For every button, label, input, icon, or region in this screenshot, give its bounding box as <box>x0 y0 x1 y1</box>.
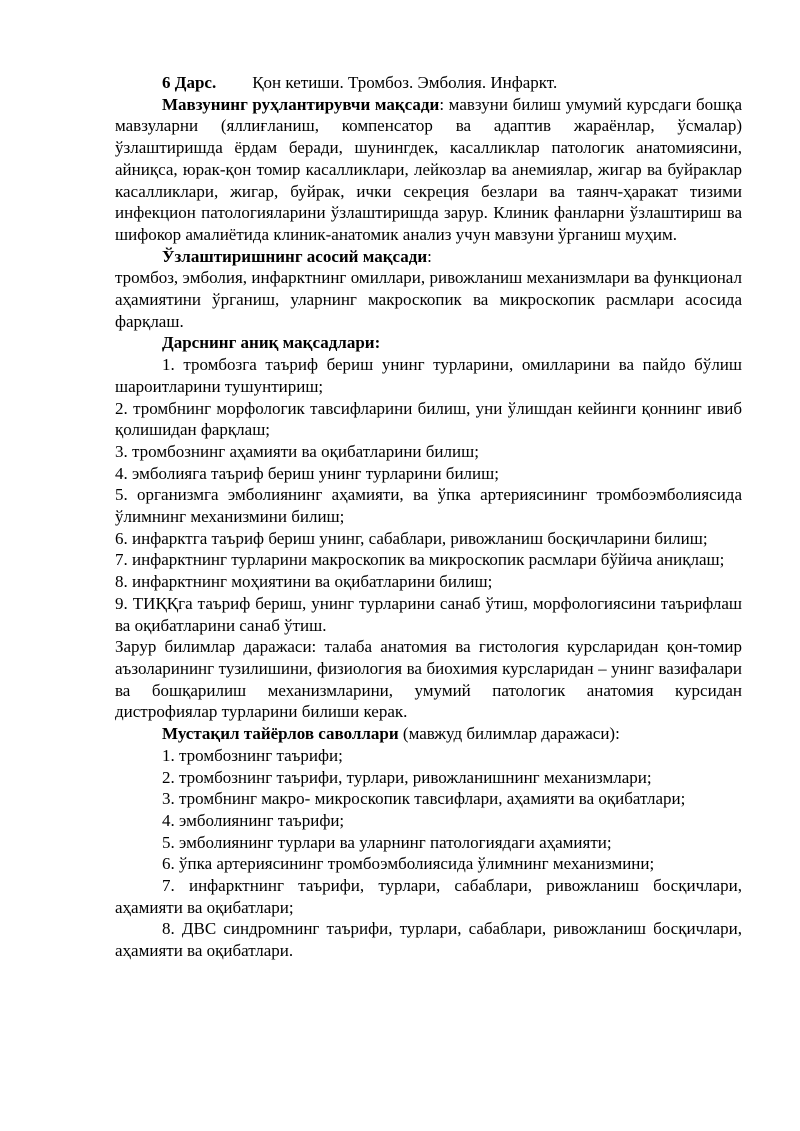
lesson-number: 6 Дарс. <box>162 73 217 92</box>
motivation-paragraph <box>115 94 742 246</box>
objective-item: 2. тромбнинг морфологик тавсифларини билиш, уни ўлишдан кейинги қоннинг ивиб қолишидан фарқлаш; <box>115 398 742 440</box>
objective-item: 4. эмболияга таъриф бериш унинг турларини билиш; <box>115 463 499 483</box>
lesson-topic: Қон кетиши. Тромбоз. Эмболия. Инфаркт. <box>252 73 558 92</box>
self-prep-heading-line <box>115 723 742 745</box>
objectives-heading: Дарснинг аниқ мақсадлари: <box>162 333 381 353</box>
objective-item: 1. тромбозга таъриф бериш унинг турларини, омилларини ва пайдо бўлиш шароитларини тушунтириш; <box>115 355 742 396</box>
main-goal-heading-line: Ўзлаштиришнинг асосий мақсади: <box>162 246 432 266</box>
self-prep-item: 6. ўпка артериясининг тромбоэмболиясида ўлимнинг механизмини; <box>162 854 655 874</box>
main-goal-heading: Ўзлаштиришнинг асосий мақсади <box>162 246 428 266</box>
lesson-title <box>115 72 742 94</box>
self-prep-item: 8. ДВС синдромнинг таърифи, турлари, сабаблари, ривожланиш босқичлари, аҳамияти ва оқибатлари. <box>115 919 742 961</box>
self-prep-item: 4. эмболиянинг таърифи; <box>162 810 345 830</box>
self-prep-heading: Мустақил тайёрлов саволлари <box>162 724 399 744</box>
objective-item: 8. инфарктнинг моҳиятини ва оқибатларини билиш; <box>115 572 493 592</box>
self-prep-subheading: (мавжуд билимлар даражаси): <box>398 724 620 744</box>
self-prep-item: 3. тромбнинг макро- микроскопик тавсифлари, аҳамияти ва оқибатлари; <box>162 789 686 809</box>
self-prep-item: 1. тромбознинг таърифи; <box>162 745 343 765</box>
motivation-heading: Мавзунинг руҳлантирувчи мақсади <box>162 94 440 114</box>
objective-item: 9. ТИҚҚга таъриф бериш, унинг турларини санаб ўтиш, морфологиясини таърифлаш ва оқибатларини санаб ўтиш. <box>115 593 742 635</box>
objectives-heading-line <box>115 332 742 354</box>
self-prep-item: 2. тромбознинг таърифи, турлари, ривожланишнинг механизмлари; <box>162 767 652 787</box>
document-page <box>115 72 742 962</box>
self-prep-item: 5. эмболиянинг турлари ва уларнинг патологиядаги аҳамияти; <box>162 832 612 852</box>
self-prep-item: 7. инфарктнинг таърифи, турлари, сабаблари, ривожланиш босқичлари, аҳамияти ва оқибатлари; <box>115 876 742 917</box>
main-goal-text: тромбоз, эмболия, инфарктнинг омиллари, ривожланиш механизмлари ва функционал аҳамиятини ўрганиш, уларнинг макроскопик ва микроскопик расмлари асосида фарқлаш. <box>115 268 742 331</box>
objective-item: 7. инфарктнинг турларини макроскопик ва микроскопик расмлари бўйича аниқлаш; <box>115 550 725 570</box>
motivation-text: : мавзуни билиш умумий курсдаги бошқа мавзуларни (яллиғланиш, компенсатор ва адаптив жараёнлар, ўсмалар) ўзлаштиришда ёрдам беради, шунингдек, касалликлар патологик анатомиясини, айниқса, юрак-қон томир касалликлари, лейкозлар ва анемиялар, жигар ва буйраклар касалликлари, жигар, буйрак, ички секреция безлари ва таянч-ҳаракат тизими инфекцион патологияларини ўзлаштиришда зарур. Клиник фанларни ўзлаштириш ва шифокор амалиётида клиник-анатомик анализ учун мавзуни ўрганиш муҳим. <box>115 94 742 244</box>
objective-item: 3. тромбознинг аҳамияти ва оқибатларини билиш; <box>115 441 479 461</box>
objective-item: 6. инфарктга таъриф бериш унинг, сабаблари, ривожланиш босқичларини билиш; <box>115 528 708 548</box>
knowledge-level-paragraph: Зарур билимлар даражаси: талаба анатомия ва гистология курсларидан қон-томир аъзоларининг тузилишини, физиология ва биохимия курсларидан – унинг вазифалари ва бошқарилиш механизмларини, умумий патологик анатомия курсидан дистрофиялар турларини билиши керак. <box>115 637 742 722</box>
objective-item: 5. организмга эмболиянинг аҳамияти, ва ўпка артериясининг тромбоэмболиясида ўлимнинг механизмини билиш; <box>115 485 742 527</box>
